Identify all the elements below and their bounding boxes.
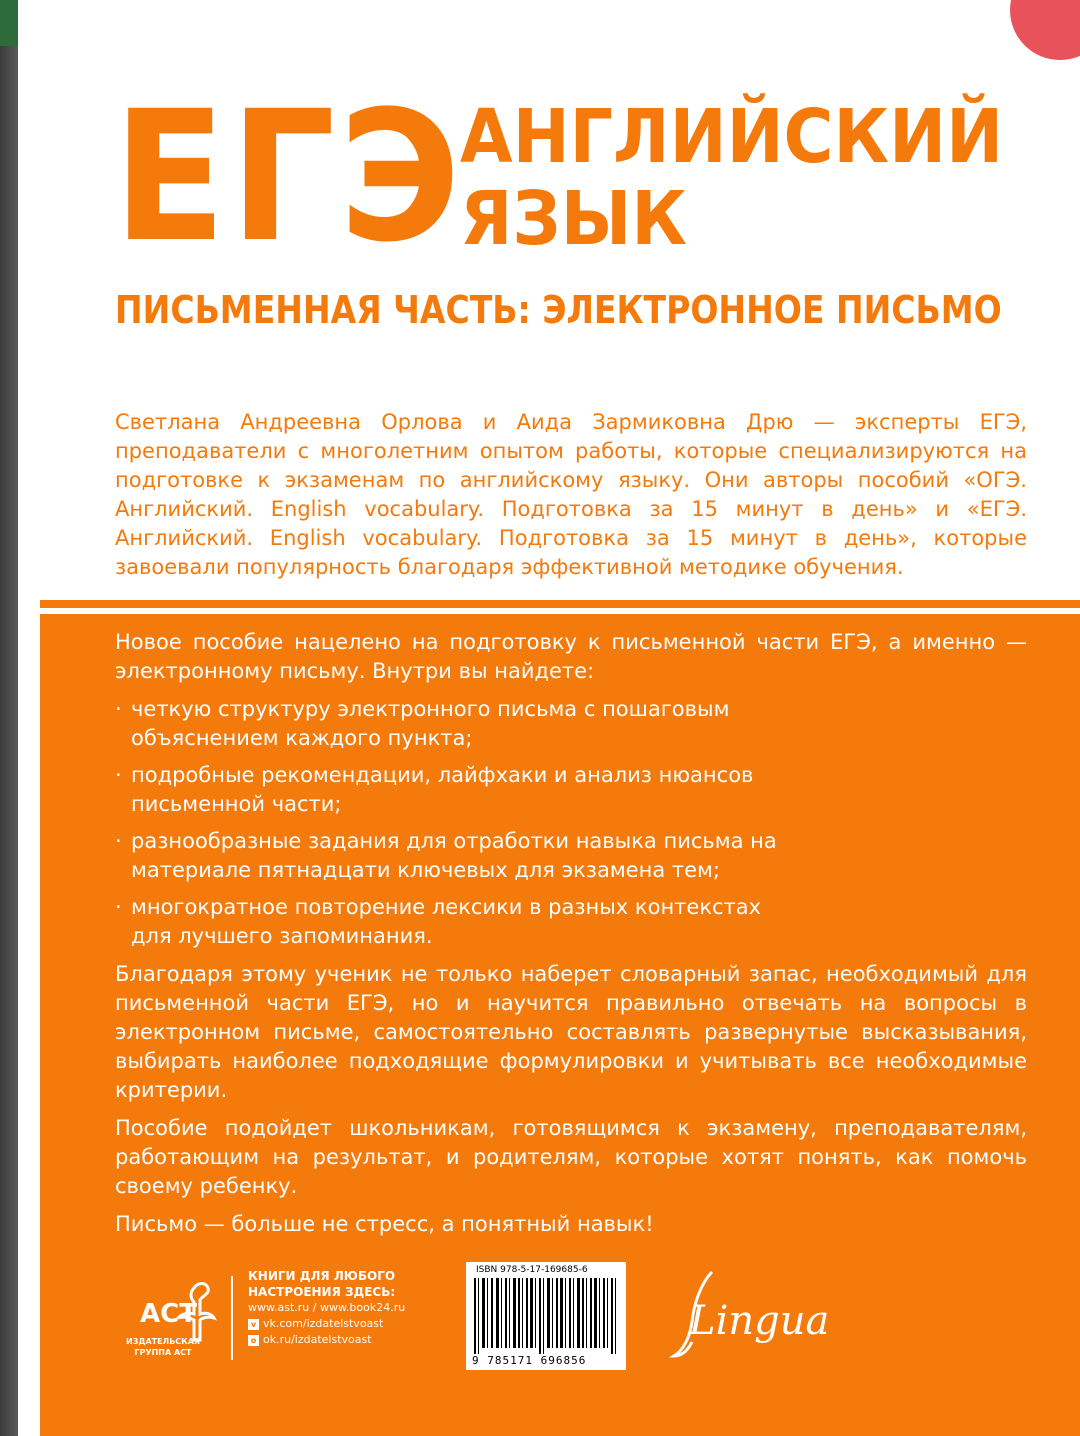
ok-link[interactable]: ok.ru/izdatelstvoast (263, 1333, 372, 1346)
left-screen-edge-accent (0, 0, 18, 46)
vk-icon: v (248, 1319, 259, 1330)
ok-icon: o (248, 1335, 259, 1346)
title-line-2: ЯЗЫК (460, 176, 687, 262)
title-ege: ЕГЭ (113, 73, 465, 282)
audience-paragraph: Пособие подойдет школьникам, готовящимся к экзамену, преподавателям, работающим на результат, и родителям, которые хотят понять, как помочь своему ребенку. (115, 1116, 1027, 1198)
vk-link[interactable]: vk.com/izdatelstvoast (263, 1317, 384, 1330)
logo-divider (231, 1276, 233, 1360)
left-screen-edge (0, 0, 18, 1436)
slogan: Письмо — больше не стресс, а понятный навык! (115, 1212, 654, 1236)
list-item: · разнообразные задания для отработки навыка письма на материале пятнадцати ключевых для экзамена тем; (115, 827, 791, 885)
title-line-1: АНГЛИЙСКИЙ (460, 94, 1004, 180)
description-text (115, 628, 1027, 1248)
barcode-number: 9 785171 696856 (472, 1354, 587, 1367)
barcode-icon (472, 1278, 620, 1354)
book-back-cover (18, 0, 1080, 1436)
intro-paragraph: Новое пособие нацелено на подготовку к письменной части ЕГЭ, а именно — электронному письму. Внутри вы найдете: (115, 630, 1027, 683)
title-subject (460, 96, 1003, 260)
publisher-links (248, 1268, 448, 1348)
benefits-paragraph: Благодаря этому ученик не только наберет словарный запас, необходимый для письменной части ЕГЭ, но и научится правильно отвечать на вопросы в электронном письме, самостоятельно составлять развернутые высказывания, выбирать наиболее подходящие формулировки и учитывать все необходимые критерии. (115, 962, 1027, 1102)
feature-list (115, 695, 1027, 951)
ast-logo-caption: ИЗДАТЕЛЬСКАЯ ГРУППА АСТ (125, 1337, 201, 1357)
divider-line (40, 600, 1080, 608)
list-item: · многократное повторение лексики в разных контекстах для лучшего запоминания. (115, 893, 791, 951)
books-heading: КНИГИ ДЛЯ ЛЮБОГО НАСТРОЕНИЯ ЗДЕСЬ: (248, 1269, 396, 1299)
lingua-logo-text: Lingua (689, 1298, 830, 1344)
subtitle: ПИСЬМЕННАЯ ЧАСТЬ: ЭЛЕКТРОННОЕ ПИСЬМО (115, 288, 1002, 332)
ok-link-row[interactable] (248, 1332, 448, 1348)
vk-link-row[interactable] (248, 1316, 448, 1332)
sites-link[interactable]: www.ast.ru / www.book24.ru (248, 1301, 406, 1314)
ast-logo-text: АСТ (140, 1299, 197, 1329)
isbn-number: ISBN 978-5-17-169685-6 (476, 1265, 588, 1275)
list-item: · подробные рекомендации, лайфхаки и анализ нюансов письменной части; (115, 761, 791, 819)
isbn-barcode (466, 1262, 626, 1370)
authors-paragraph: Светлана Андреевна Орлова и Аида Зармиковна Дрю — эксперты ЕГЭ, преподаватели с многолетним опытом работы, которые специализируются на подготовке к экзаменам по английскому языку. Они авторы пособий «ОГЭ. Английский. English vocabulary. Подготовка за 15 минут в день» и «ЕГЭ. Английский. English vocabulary. Подготовка за 15 минут в день», которые завоевали популярность благодаря эффективной методике обучения. (115, 410, 1027, 579)
list-item: · четкую структуру электронного письма с пошаговым объяснением каждого пункта; (115, 695, 791, 753)
